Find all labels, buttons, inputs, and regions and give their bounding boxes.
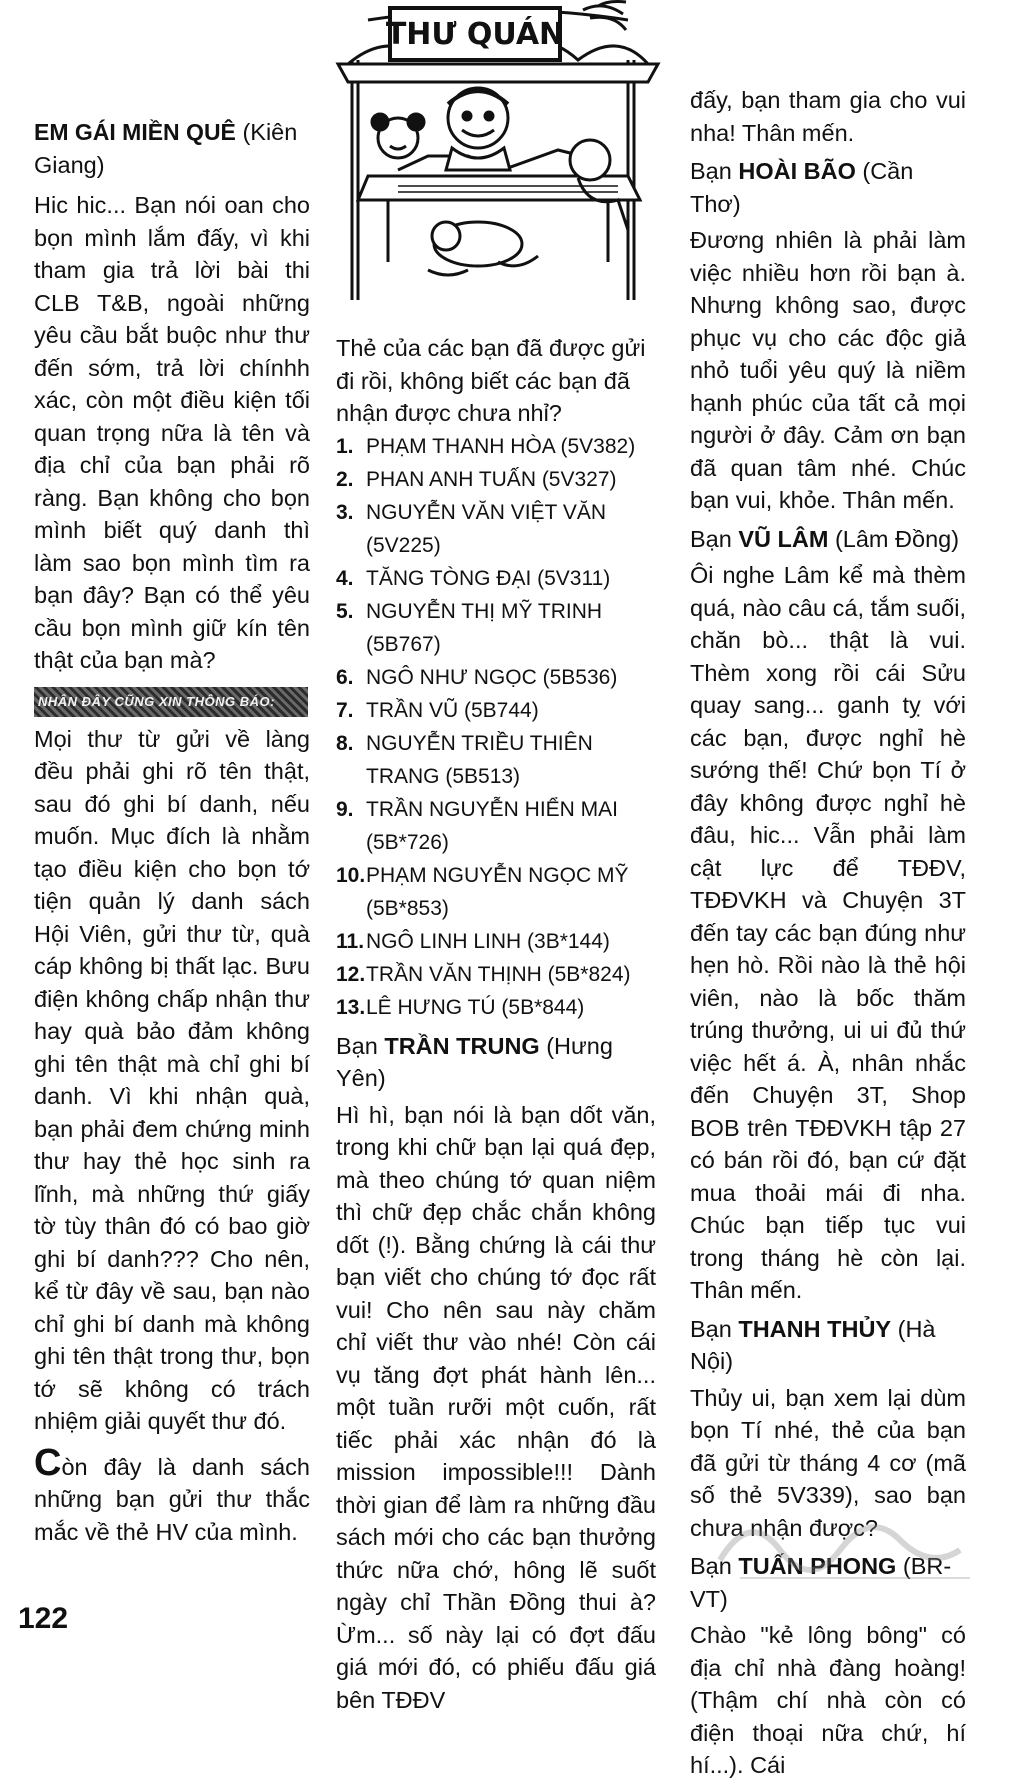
list-item <box>336 991 656 1024</box>
letter-1-place: (Kiên Giang) <box>34 119 298 178</box>
letter-1-name: EM GÁI MIỀN QUÊ <box>34 119 236 145</box>
letter-3-reply: Đương nhiên là phải làm việc nhiều hơn rồi bạn à. Nhưng không sao, được phục vụ cho các độc giả nhỏ tuổi yêu quý là niềm hạnh phúc của tất cả mọi người ở đây. Cảm ơn bạn đã quan tâm nhé. Chúc bạn vui, khỏe. Thân mến. <box>690 227 966 513</box>
thu-quan-illustration <box>328 0 668 320</box>
list-item-text: PHẠM THANH HÒA (5V382) <box>366 434 636 458</box>
list-item <box>336 694 656 727</box>
letter-5-name: THANH THỦY <box>738 1315 892 1342</box>
list-item-text: TĂNG TÒNG ĐẠI (5V311) <box>366 566 611 590</box>
stall-sign-text: THƯ QUÁN <box>385 17 565 52</box>
letter-2-prefix: Bạn <box>336 1032 378 1059</box>
letter-2-place: (Hưng Yên) <box>336 1032 613 1091</box>
letter-4-heading <box>690 523 966 556</box>
letter-6-reply: Chào "kẻ lông bông" có địa chỉ nhà đàng hoàng! (Thậm chí nhà còn có điện thoại nữa chứ, hí hí...). Cái <box>690 1622 966 1778</box>
letter-2-continuation: đấy, bạn tham gia cho vui nha! Thân mến. <box>690 87 966 146</box>
letter-3-name: HOÀI BÃO <box>738 158 856 184</box>
list-item-number: 6. <box>336 665 354 689</box>
letter-5-place: (Hà Nội) <box>690 1315 936 1374</box>
letter-2-reply: Hì hì, bạn nói là bạn dốt văn, trong khi chữ bạn lại quá đẹp, mà theo chúng tớ quan niệm thì chữ đẹp chắc chắn không dốt (!). Bằng chứng là cái thư bạn viết cho chúng tớ đọc rất vui! Cho nên sau này chăm chỉ viết thư vào nhé! Còn cái vụ tăng đợt phát hành lên... một tuần rưỡi một cuốn, rất tiếc phải xác nhận đó là mission impossible!!! Dành thời gian để làm ra những đầu sách mới cho các bạn thưởng thức nữa chớ, hông lẽ suốt ngày chỉ Thần Đồng thui à? Ừm... số này lại có đợt đấu giá mới đó, có phiếu đấu giá bên TĐĐV <box>336 1101 656 1713</box>
list-item <box>336 727 656 793</box>
letter-6-prefix: Bạn <box>690 1553 732 1579</box>
closing-text: òn đây là danh sách những bạn gửi thư thắc mắc về thẻ HV của mình. <box>34 1453 310 1545</box>
letter-5-prefix: Bạn <box>690 1315 732 1342</box>
letter-2-name: TRẦN TRUNG <box>384 1032 540 1059</box>
list-item-text: TRẦN VŨ (5B744) <box>366 698 539 722</box>
list-item <box>336 496 656 562</box>
list-item <box>336 463 656 496</box>
letter-2-heading <box>336 1030 656 1095</box>
letter-3-prefix: Bạn <box>690 158 732 184</box>
letter-5-reply: Thủy ui, bạn xem lại dùm bọn Tí nhé, thẻ của bạn đã gửi từ tháng 4 cơ (mã số thẻ 5V339), sao bạn chưa nhận được? <box>690 1384 966 1541</box>
middle-column <box>336 332 656 1716</box>
list-item-number: 12. <box>336 962 366 986</box>
list-item-number: 1. <box>336 434 354 458</box>
member-card-intro: Thẻ của các bạn đã được gửi đi rồi, không biết các bạn đã nhận được chưa nhỉ? <box>336 335 646 426</box>
list-item-number: 2. <box>336 467 354 491</box>
list-item <box>336 958 656 991</box>
list-item-number: 9. <box>336 797 354 821</box>
list-item-number: 11. <box>336 929 365 953</box>
list-item <box>336 661 656 694</box>
letter-3-place: (Cần Thơ) <box>690 158 914 217</box>
closing-dropcap: C <box>34 1441 62 1484</box>
list-item-text: NGÔ NHƯ NGỌC (5B536) <box>366 665 618 689</box>
list-item <box>336 793 656 859</box>
notice-banner: NHÂN ĐÂY CŨNG XIN THÔNG BÁO: <box>34 687 308 717</box>
list-item-text: TRẦN VĂN THỊNH (5B*824) <box>366 962 631 986</box>
letter-4-place: (Lâm Đồng) <box>834 525 960 552</box>
list-item <box>336 859 656 925</box>
left-column <box>34 116 310 1548</box>
list-item-number: 13. <box>336 995 366 1019</box>
letter-4-reply: Ôi nghe Lâm kể mà thèm quá, nào câu cá, tắm suối, chăn bò... thật là vui. Thèm xong rồi cái Sửu quay sang... ganh tỵ với các bạn, được nghỉ hè sướng thế! Chứ bọn Tí ở đây không được nghỉ hè đâu, hic... Vẫn phải làm cật lực để TĐĐV, TĐĐVKH và Chuyện 3T đến tay các bạn đúng như hẹn hò. Rồi nào là thẻ hội viên, nào là bốc thăm trúng thưởng, ui ui đủ thứ việc hết á. À, nhân nhắc đến Chuyện 3T, Shop BOB trên TĐĐVKH tập 27 có bán rồi đó, bạn cứ đặt mua thoải mái đi nha. Chúc bạn tiếp tục vui trong tháng hè còn lại. Thân mến. <box>690 562 966 1303</box>
list-item <box>336 430 656 463</box>
list-item-text: NGUYỄN THỊ MỸ TRINH (5B767) <box>366 599 603 656</box>
letter-5-heading <box>690 1313 966 1378</box>
list-item-text: NGÔ LINH LINH (3B*144) <box>366 929 610 953</box>
list-item-text: LÊ HƯNG TÚ (5B*844) <box>366 995 585 1019</box>
watermark-scribble <box>700 1500 1000 1590</box>
watermark-graphic <box>700 1500 1000 1590</box>
letter-1-reply: Hic hic... Bạn nói oan cho bọn mình lắm đấy, vì khi tham gia trả lời bài thi CLB T&B, ngoài những yêu cầu bắt buộc như thư đến sớm, trả lời chínhh xác, còn một điều kiện tối quan trọng nữa là tên và địa chỉ của bạn phải rõ ràng. Bạn không cho bọn mình biết quý danh thì làm sao bọn mình tìm ra bạn đây? Bạn có thể yêu cầu bọn mình giữ kín tên thật của bạn mà? <box>34 192 310 673</box>
page-number: 122 <box>18 1602 69 1635</box>
list-item-text: NGUYỄN VĂN VIỆT VĂN (5V225) <box>366 500 607 557</box>
closing-paragraph <box>34 1441 310 1549</box>
list-item-number: 3. <box>336 500 354 524</box>
letter-6-name: TUẤN PHONG <box>738 1553 897 1579</box>
letter-6-place: (BR-VT) <box>690 1553 952 1612</box>
letter-3-heading <box>690 155 966 220</box>
letter-4-name: VŨ LÂM <box>738 525 829 552</box>
list-item-text: TRẦN NGUYỄN HIỂN MAI (5B*726) <box>366 797 619 854</box>
list-item <box>336 595 656 661</box>
list-item-number: 8. <box>336 731 354 755</box>
list-item-number: 5. <box>336 599 354 623</box>
letter-4-prefix: Bạn <box>690 525 732 552</box>
list-item <box>336 562 656 595</box>
list-item-text: NGUYỄN TRIỀU THIÊN TRANG (5B513) <box>366 731 593 788</box>
comic-stall-drawing <box>328 0 668 320</box>
list-item-text: PHẠM NGUYỄN NGỌC MỸ (5B*853) <box>366 863 629 920</box>
letter-1-heading <box>34 116 310 181</box>
list-item-number: 4. <box>336 566 354 590</box>
list-item <box>336 925 656 958</box>
list-item-number: 7. <box>336 698 354 722</box>
notice-text: Mọi thư từ gửi về làng đều phải ghi rõ tên thật, sau đó ghi bí danh, nếu muốn. Mục đích là nhằm tạo điều kiện cho bọn tớ tiện quản lý danh sách Hội Viên, gửi thư từ, quà cáp không bị thất lạc. Bưu điện không chấp nhận thư hay quà bảo đảm không ghi tên thật mà chỉ ghi bí danh. Vì khi nhận quà, bạn phải đem chứng minh thư hay thẻ học sinh ra lĩnh, mà những thứ giấy tờ tùy thân đó có bao giờ ghi bí danh??? Cho nên, kể từ đây về sau, bạn nào chỉ ghi bí danh mà không ghi tên thật trong thư, bọn tớ sẽ không có trách nhiệm giải quyết thư đó. <box>34 725 310 1434</box>
list-item-number: 10. <box>336 863 366 887</box>
list-item-text: PHAN ANH TUẤN (5V327) <box>366 467 617 491</box>
member-card-list <box>336 430 656 1024</box>
